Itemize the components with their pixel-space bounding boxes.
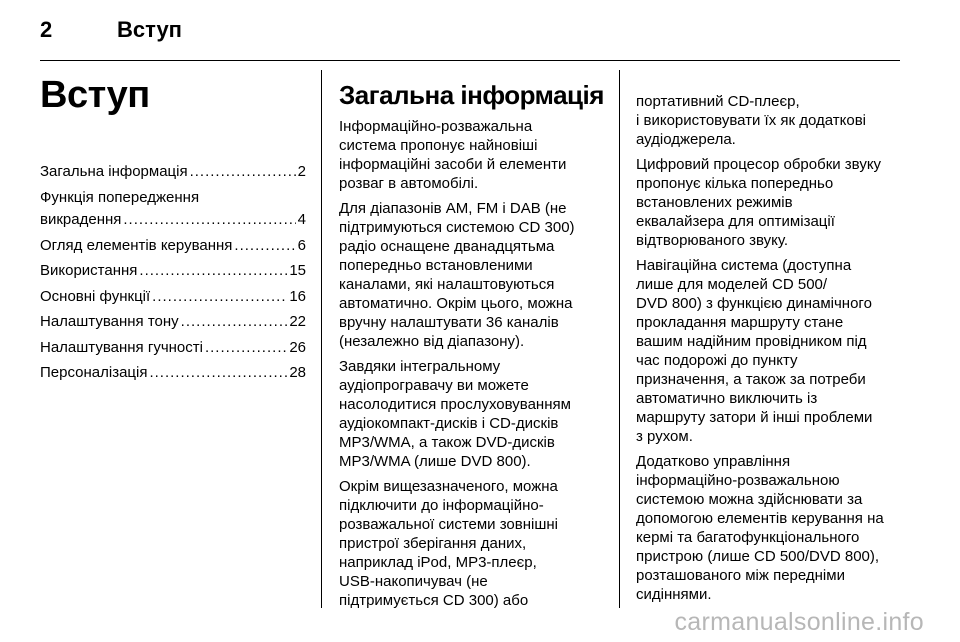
toc-entry[interactable] xyxy=(40,362,306,385)
toc-leader xyxy=(205,337,287,360)
content-column-right xyxy=(636,68,906,610)
toc-page: 16 xyxy=(289,287,306,305)
toc-entry[interactable] xyxy=(40,260,306,283)
toc-label: Функція попередження xyxy=(40,188,200,206)
toc-leader xyxy=(139,260,287,283)
header-divider xyxy=(40,60,900,61)
toc-label: Використання xyxy=(40,262,138,279)
toc-entry[interactable] xyxy=(40,311,306,334)
toc-entry[interactable] xyxy=(40,286,306,309)
toc-label: Огляд елементів керування xyxy=(40,236,233,254)
column-divider xyxy=(619,70,620,608)
toc-label: Налаштування гучності xyxy=(40,338,203,356)
toc-label: Персоналізація xyxy=(40,364,148,381)
toc-label: Основні функції xyxy=(40,287,151,305)
toc-leader xyxy=(152,286,287,309)
toc-column xyxy=(40,68,306,388)
toc-entry[interactable] xyxy=(40,337,306,360)
body-paragraph: Цифровий процесор обробки звуку пропонує кілька попередньо встановлених режимів еквалайзера для оптимізації відтворюваного звуку. xyxy=(636,156,882,249)
body-paragraph: Окрім вищезазначеного, можна підключити до інформаційно- розважальної системи зовнішні пристрої зберігання даних, наприклад iPod, MP3-плеєр, USB-накопичувач (не підтримується CD 300) або xyxy=(339,478,559,609)
body-paragraph: Додатково управління інформаційно-розважальною системою можна здійснювати за допомогою елементів керування на кермі та багатофункціонального пристрою (лише CD 500/DVD 800), розташованого між передніми сидіннями. xyxy=(636,453,884,603)
body-paragraph: Інформаційно-розважальна система пропонує найновіші інформаційні засоби й елементи розваг в автомобілі. xyxy=(339,118,567,192)
toc-leader xyxy=(190,161,296,184)
toc-leader xyxy=(149,362,287,385)
toc-label: викрадення xyxy=(40,211,122,228)
toc-page: 4 xyxy=(297,211,306,228)
toc-page: 26 xyxy=(289,338,306,356)
page-number: 2 xyxy=(40,17,53,42)
toc-label: Загальна інформація xyxy=(40,163,188,180)
body-paragraph: портативний CD-плеєр, і використовувати їх як додаткові аудіоджерела. xyxy=(636,93,867,148)
toc-page: 6 xyxy=(297,236,306,254)
chapter-title: Вступ xyxy=(40,74,150,116)
toc-leader xyxy=(181,311,288,334)
toc-entry[interactable] xyxy=(40,187,306,232)
toc-leader xyxy=(234,235,295,258)
toc-leader xyxy=(123,209,295,232)
body-paragraph: Завдяки інтегральному аудіопрогравачу ви можете насолодитися прослуховуванням аудіокомпакт-дисків і CD-дисків MP3/WMA, а також DVD-дисків MP3/WMA (лише DVD 800). xyxy=(339,358,571,470)
table-of-contents xyxy=(40,161,306,385)
watermark: carmanualsonline.info xyxy=(674,608,924,636)
toc-page: 28 xyxy=(289,364,306,381)
body-paragraph: Навігаційна система (доступна лише для моделей CD 500/ DVD 800) з функцією динамічного прокладання маршруту стане вашим надійним провідником під час подорожі до пункту призначення, а також за потреби автоматично виключить із маршруту затори й інші проблеми з рухом. xyxy=(636,257,873,445)
body-paragraph: Для діапазонів AM, FM і DAB (не підтримуються системою CD 300) радіо оснащене дванадцятьма попередньо встановленими каналами, які налаштовуються автоматично. Окрім цього, можна вручну налаштувати 36 каналів (незалежно від діапазону). xyxy=(339,200,575,350)
toc-page: 22 xyxy=(289,313,306,330)
toc-entry[interactable] xyxy=(40,235,306,258)
toc-entry[interactable] xyxy=(40,161,306,184)
section-heading: Загальна інформація xyxy=(339,80,604,110)
toc-page: 15 xyxy=(289,262,306,279)
column-divider xyxy=(321,70,322,608)
toc-page: 2 xyxy=(297,163,306,180)
toc-label: Налаштування тону xyxy=(40,313,179,330)
content-column-middle xyxy=(339,68,609,616)
running-header-title: Вступ xyxy=(117,17,182,42)
